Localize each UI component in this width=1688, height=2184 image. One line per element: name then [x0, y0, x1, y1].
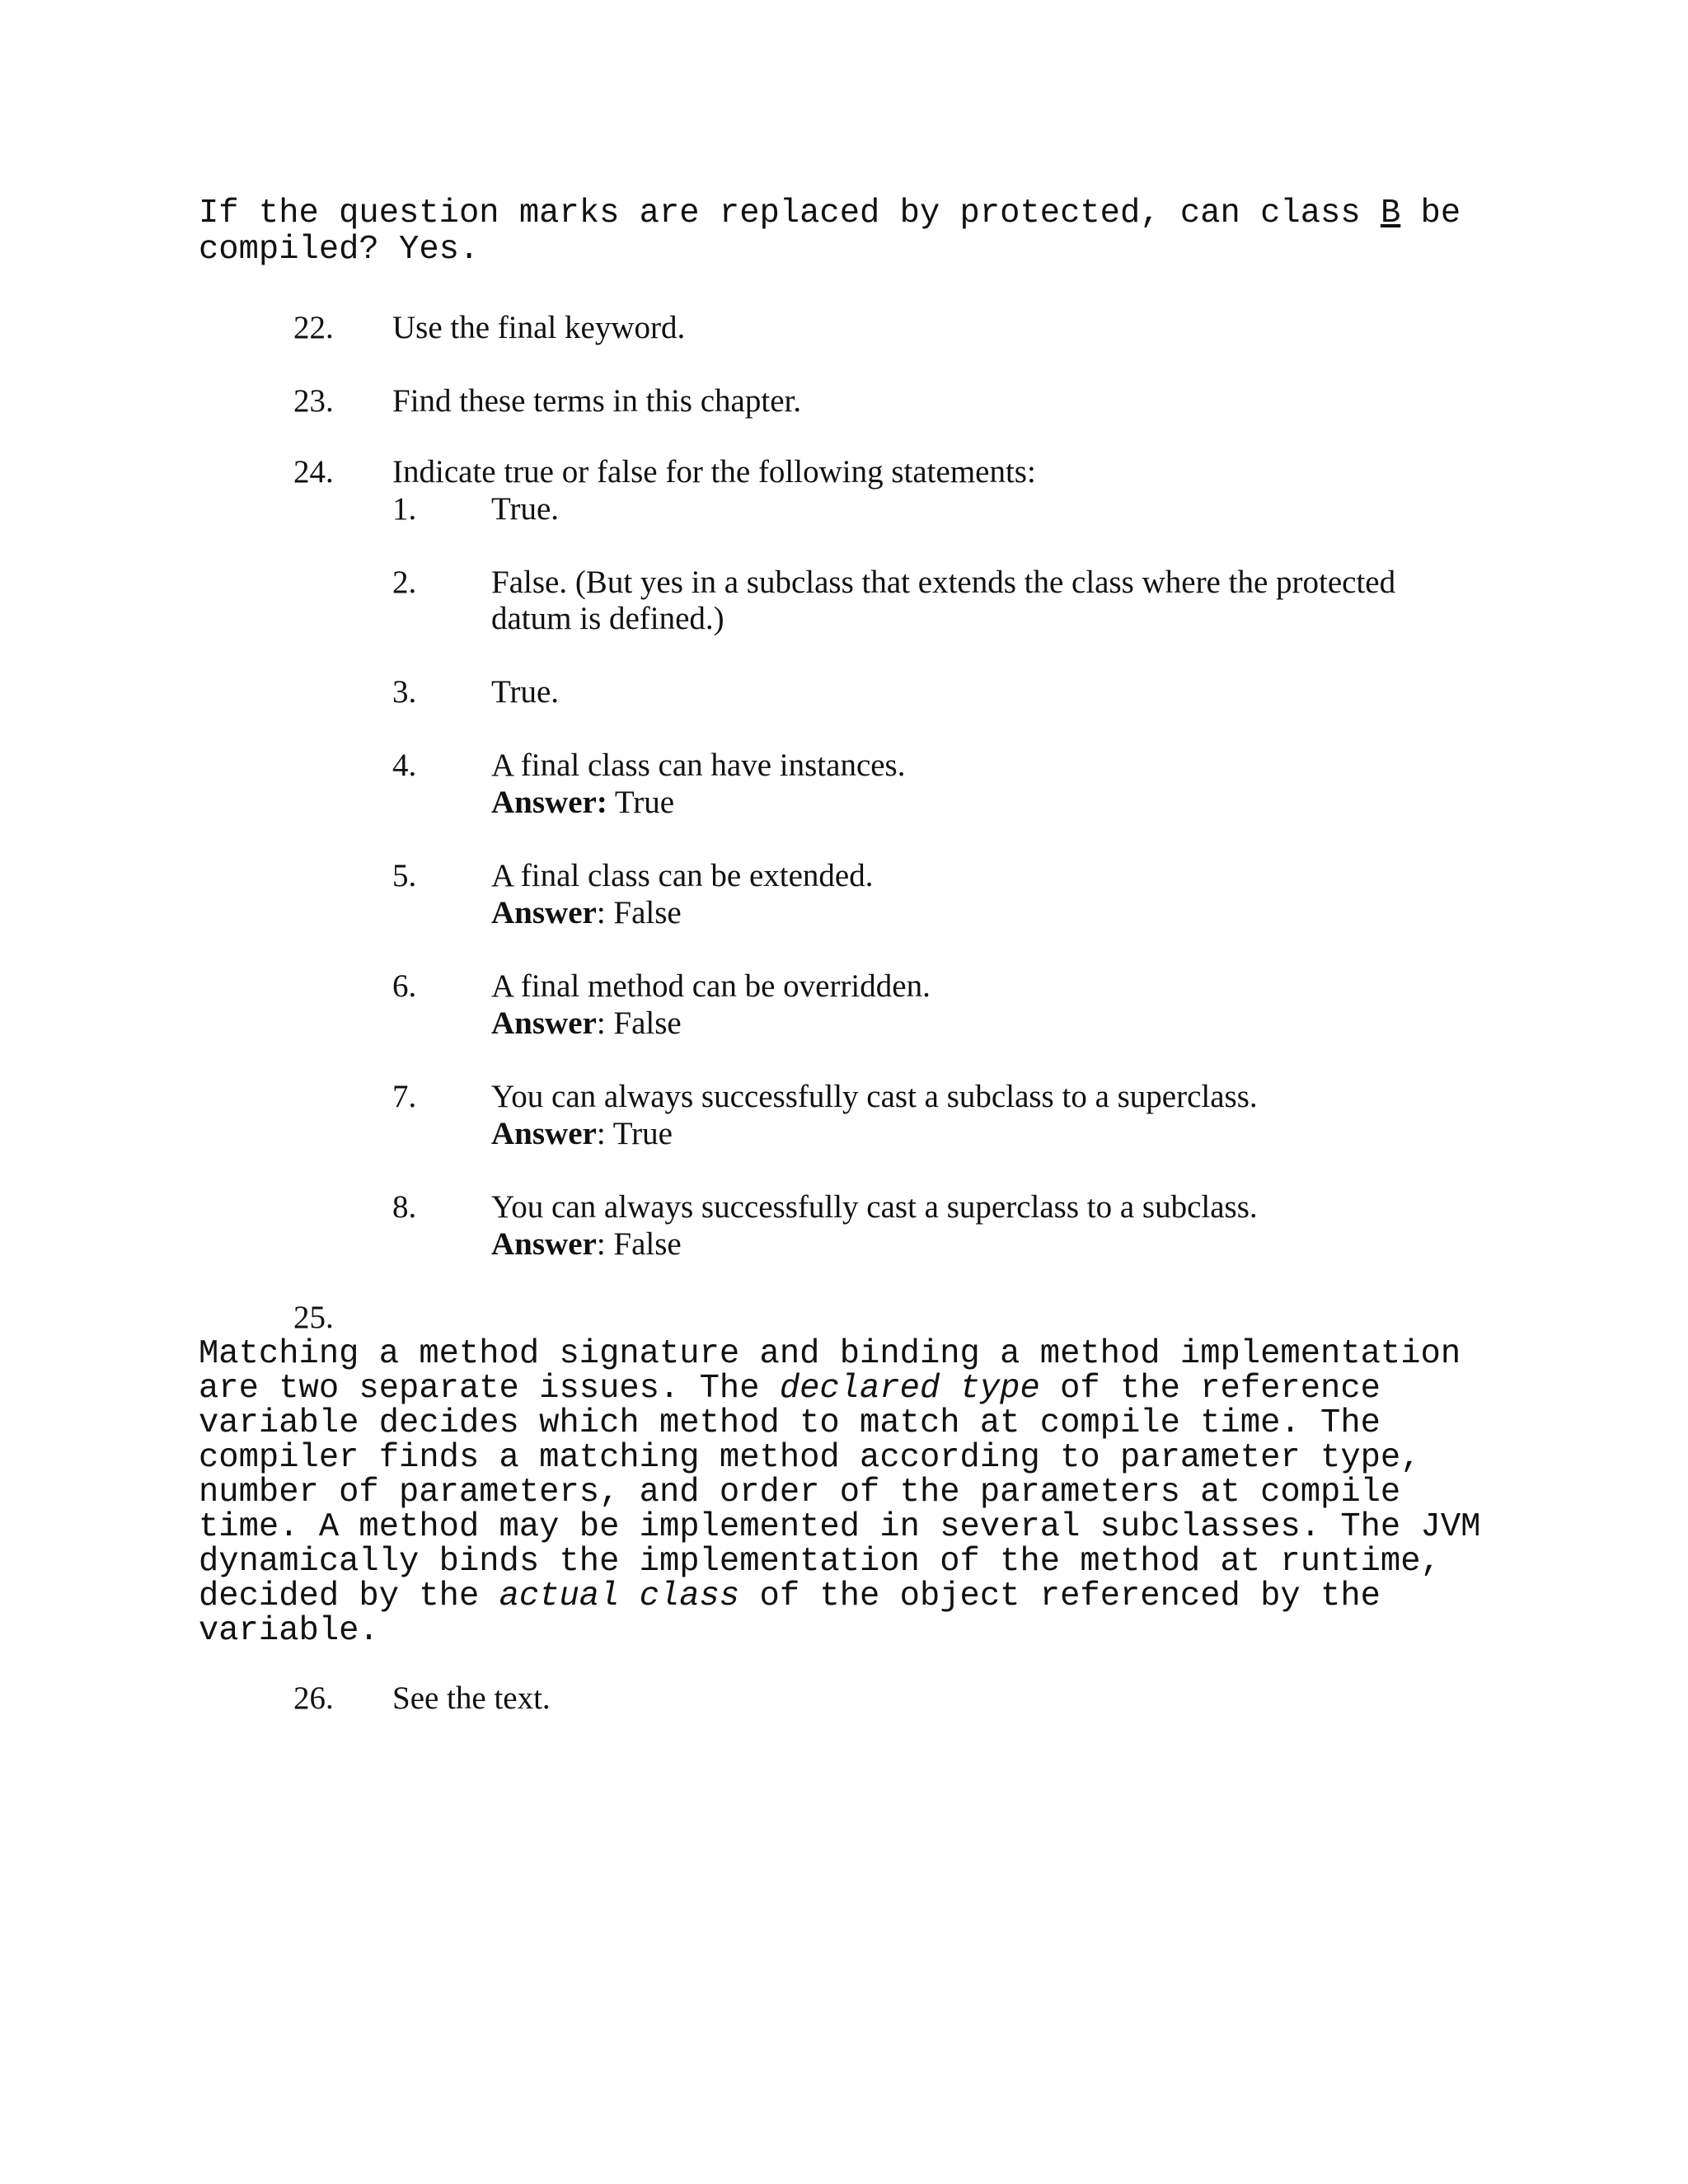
answer-value: : True — [596, 1116, 673, 1151]
q25-number: 25. — [293, 1300, 334, 1335]
answer-label: Answer: — [491, 785, 607, 820]
q24-item-5-text: A final class can be extended. — [491, 858, 874, 893]
intro-line-2: compiled? Yes. — [199, 231, 480, 269]
intro-line-1 — [199, 196, 1461, 232]
q24-item-6-text: A final method can be overridden. — [491, 968, 931, 1004]
q25-line-1: Matching a method signature and binding a method implementation — [199, 1335, 1461, 1373]
q24-item-6-number: 6. — [392, 968, 417, 1004]
q24-item-6-answer — [491, 1005, 682, 1042]
q22-text: Use the final keyword. — [392, 310, 686, 345]
q24-item-8-number: 8. — [392, 1189, 417, 1225]
answer-value: : False — [596, 1226, 682, 1262]
q25-text: decided by the — [199, 1577, 499, 1615]
answer-label: Answer — [491, 1116, 597, 1151]
answer-label: Answer — [491, 895, 597, 930]
intro-text: If the question marks are replaced by protected, can class — [199, 194, 1381, 232]
q24-item-2-number: 2. — [392, 565, 417, 600]
q24-item-8-answer — [491, 1226, 682, 1263]
q24-item-2-text-cont: datum is defined.) — [491, 601, 724, 636]
q24-text: Indicate true or false for the following statements: — [392, 454, 1036, 490]
q25-line-7: dynamically binds the implementation of the method at runtime, — [199, 1543, 1441, 1581]
intro-text-end: be — [1400, 194, 1461, 232]
q24-item-5-number: 5. — [392, 858, 417, 893]
q24-item-4-answer — [491, 785, 674, 821]
q24-item-5-answer — [491, 895, 682, 931]
q25-text: of the reference — [1039, 1370, 1381, 1408]
q24-item-7-text: You can always successfully cast a subclass to a superclass. — [491, 1079, 1258, 1114]
q25-text: of the object referenced by the — [739, 1577, 1381, 1615]
class-name-b: B — [1380, 194, 1401, 232]
answer-value: : False — [596, 895, 682, 930]
declared-type-term: declared type — [779, 1370, 1040, 1408]
q26-number: 26. — [293, 1680, 334, 1716]
answer-label: Answer — [491, 1226, 597, 1262]
answer-value: : False — [596, 1005, 682, 1041]
q24-item-3-text: True. — [491, 674, 559, 710]
q25-line-4: compiler finds a matching method according to parameter type, — [199, 1439, 1421, 1477]
answer-label: Answer — [491, 1005, 597, 1041]
q24-item-1-number: 1. — [392, 491, 417, 527]
q24-item-3-number: 3. — [392, 674, 417, 710]
q24-item-1-text: True. — [491, 491, 559, 527]
q25-line-2 — [199, 1371, 1381, 1407]
q24-item-4-number: 4. — [392, 748, 417, 783]
q25-line-6: time. A method may be implemented in several subclasses. The JVM — [199, 1508, 1481, 1546]
q23-number: 23. — [293, 383, 334, 419]
q24-item-4-text: A final class can have instances. — [491, 748, 906, 783]
q24-item-8-text: You can always successfully cast a superclass to a subclass. — [491, 1189, 1258, 1225]
q24-number: 24. — [293, 454, 334, 490]
answer-value: True — [607, 785, 675, 820]
q25-line-3: variable decides which method to match at compile time. The — [199, 1404, 1381, 1442]
q26-text: See the text. — [392, 1680, 551, 1716]
q23-text: Find these terms in this chapter. — [392, 383, 802, 419]
q25-line-8 — [199, 1579, 1381, 1615]
q24-item-7-answer — [491, 1116, 673, 1152]
q25-line-5: number of parameters, and order of the parameters at compile — [199, 1474, 1401, 1511]
q22-number: 22. — [293, 310, 334, 345]
q25-line-9: variable. — [199, 1612, 379, 1650]
q24-item-7-number: 7. — [392, 1079, 417, 1114]
q24-item-2-text: False. (But yes in a subclass that extends the class where the protected — [491, 565, 1396, 600]
q25-text: are two separate issues. The — [199, 1370, 780, 1408]
actual-class-term: actual class — [499, 1577, 740, 1615]
